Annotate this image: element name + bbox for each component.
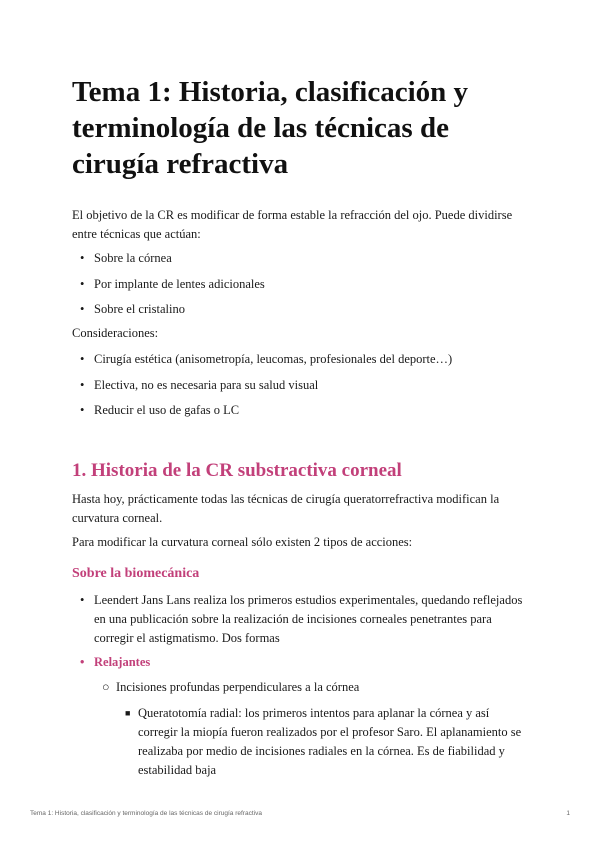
subsection-heading: Sobre la biomecánica: [72, 566, 200, 581]
section-heading: 1. Historia de la CR substractiva corneal: [72, 460, 402, 481]
list-item: • Por implante de lentes adicionales: [94, 275, 265, 294]
considerations-label: Consideraciones:: [72, 326, 159, 340]
list-item: • Sobre el cristalino: [94, 300, 185, 319]
list-item: • Leendert Jans Lans realiza los primeros estudios experimentales, quedando reflejados en una publicación sobre la realización de incisiones corneales penetrantes para corregir el astigmatismo. Dos formas: [94, 591, 532, 648]
square-bullet-icon: ■: [125, 708, 131, 718]
list-item: • Reducir el uso de gafas o LC: [94, 401, 239, 420]
page-title: Tema 1: Historia, clasificación y terminología de las técnicas de cirugía refractiva: [72, 76, 469, 180]
nested-list-item-text: Queratotomía radial: los primeros intentos para aplanar la córnea y así corregir la miopía fueron realizados por el profesor Saro. El aplanamiento se realizaba por medio de incisiones radiales en la córnea. Es de fiabilidad y estabilidad baja: [138, 706, 522, 777]
page-number: 1: [566, 810, 570, 817]
list-item: • Cirugía estética (anisometropía, leucomas, profesionales del deporte…): [94, 350, 452, 369]
section-paragraph: Para modificar la curvatura corneal sólo existen 2 tipos de acciones:: [72, 535, 413, 549]
nested-list-item: [102, 678, 532, 697]
footer-text: Tema 1: Historia, clasificación y terminología de las técnicas de cirugía refractiva: [30, 810, 262, 817]
nested-list-item: [125, 704, 530, 780]
intro-paragraph: El objetivo de la CR es modificar de forma estable la refracción del ojo. Puede dividirse entre técnicas que actúan:: [72, 208, 513, 241]
section-paragraph: Hasta hoy, prácticamente todas las técnicas de cirugía queratorrefractiva modifican la curvatura corneal.: [72, 492, 500, 525]
circle-bullet-icon: ○: [102, 680, 110, 694]
list-item-relajantes: • Relajantes: [94, 653, 150, 672]
nested-list-item-text: Incisiones profundas perpendiculares a la córnea: [116, 680, 360, 694]
list-item: • Sobre la córnea: [94, 249, 172, 268]
page-footer: [30, 810, 570, 817]
list-item: • Electiva, no es necesaria para su salud visual: [94, 376, 318, 395]
